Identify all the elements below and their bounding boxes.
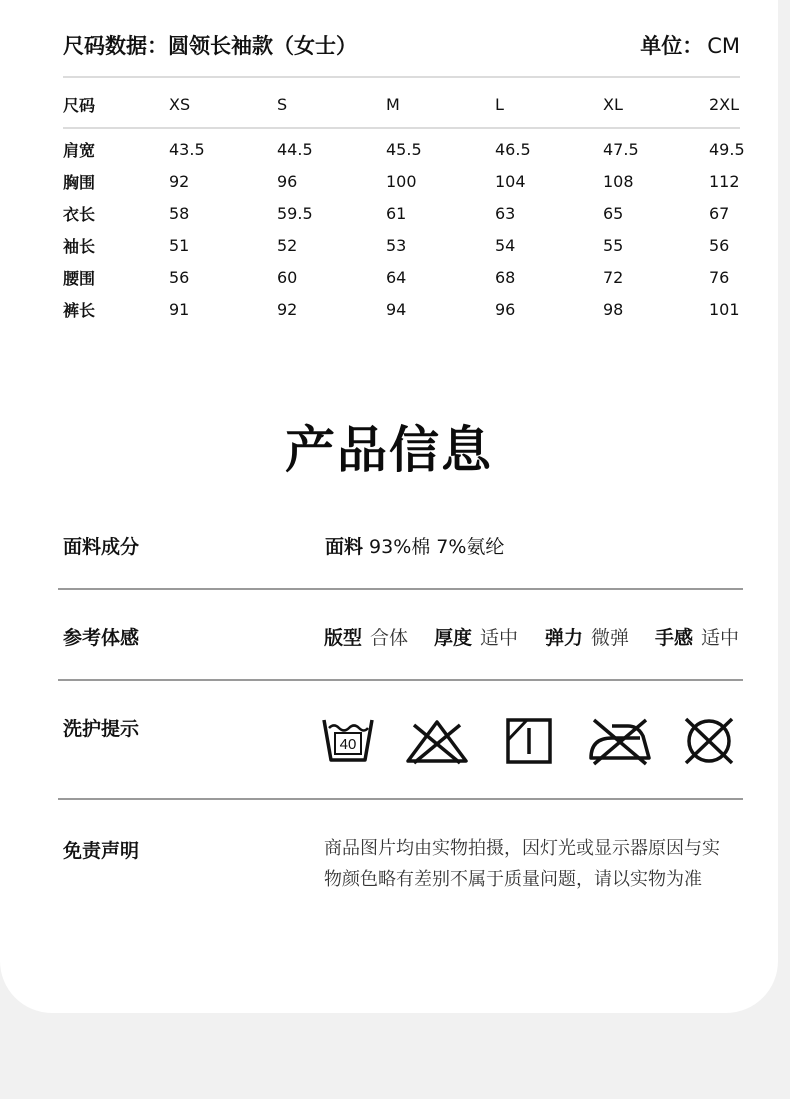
size-cell: 52 bbox=[277, 235, 298, 255]
size-cell: 47.5 bbox=[603, 139, 639, 159]
feel-value: 适中 bbox=[480, 627, 519, 649]
size-cell: 100 bbox=[386, 171, 417, 191]
divider bbox=[58, 588, 743, 590]
size-cell: 94 bbox=[386, 299, 407, 319]
measurement-name: 胸围 bbox=[63, 172, 96, 192]
feel-item-thickness bbox=[434, 623, 518, 650]
size-cell: 59.5 bbox=[277, 203, 313, 223]
size-cell: 104 bbox=[495, 171, 526, 191]
divider bbox=[58, 798, 743, 800]
feel-key: 厚度 bbox=[434, 627, 473, 649]
size-cell: 51 bbox=[169, 235, 190, 255]
size-cell: 91 bbox=[169, 299, 190, 319]
size-cell: 108 bbox=[603, 171, 634, 191]
size-cell: 96 bbox=[277, 171, 298, 191]
size-cell: 58 bbox=[169, 203, 190, 223]
fabric-value: 93%棉 7%氨纶 bbox=[369, 536, 505, 558]
size-header-cell: L bbox=[495, 94, 504, 114]
size-table-row bbox=[63, 133, 753, 165]
measurement-name: 裤长 bbox=[63, 300, 96, 320]
measurement-name: 衣长 bbox=[63, 204, 96, 224]
feel-item-elasticity bbox=[545, 623, 629, 650]
feel-key: 手感 bbox=[655, 627, 694, 649]
size-cell: 92 bbox=[277, 299, 298, 319]
no-bleach-icon bbox=[404, 716, 470, 766]
feel-value: 适中 bbox=[701, 627, 740, 649]
size-cell: 68 bbox=[495, 267, 516, 287]
unit-label: 单位： bbox=[640, 34, 704, 58]
disclaimer-line: 物颜色略有差别不属于质量问题，请以实物为准 bbox=[324, 869, 702, 890]
size-cell: 60 bbox=[277, 267, 298, 287]
size-table-row bbox=[63, 197, 753, 229]
size-cell: 67 bbox=[709, 203, 730, 223]
size-cell: 55 bbox=[603, 235, 624, 255]
size-cell: 54 bbox=[495, 235, 516, 255]
size-cell: 45.5 bbox=[386, 139, 422, 159]
size-table bbox=[63, 87, 753, 325]
size-table-row bbox=[63, 293, 753, 325]
wash-temperature: 40 bbox=[339, 736, 357, 753]
feel-item-handfeel bbox=[655, 623, 739, 650]
size-cell: 72 bbox=[603, 267, 624, 287]
size-header-cell: XS bbox=[169, 94, 191, 114]
feel-value: 微弹 bbox=[591, 627, 630, 649]
size-cell: 56 bbox=[709, 235, 730, 255]
measurement-name: 袖长 bbox=[63, 236, 96, 256]
size-cell: 92 bbox=[169, 171, 190, 191]
feel-key: 弹力 bbox=[545, 627, 584, 649]
feel-item-fit bbox=[324, 623, 408, 650]
disclaimer-label: 免责声明 bbox=[63, 840, 140, 862]
fabric-composition bbox=[325, 532, 504, 559]
size-chart-title: 尺码数据：圆领长袖款（女士） bbox=[63, 34, 357, 58]
line-dry-icon bbox=[505, 716, 553, 766]
care-label: 洗护提示 bbox=[63, 718, 140, 740]
size-header-cell: 2XL bbox=[709, 94, 740, 114]
size-cell: 63 bbox=[495, 203, 516, 223]
wash-40-icon bbox=[320, 716, 376, 766]
fabric-key: 面料 bbox=[325, 536, 364, 558]
size-cell: 53 bbox=[386, 235, 407, 255]
size-header-cell: S bbox=[277, 94, 288, 114]
no-iron-icon bbox=[588, 716, 652, 766]
disclaimer-line: 商品图片均由实物拍摄，因灯光或显示器原因与实 bbox=[324, 838, 720, 859]
divider bbox=[58, 679, 743, 681]
feel-value: 合体 bbox=[370, 627, 409, 649]
size-cell: 101 bbox=[709, 299, 740, 319]
size-table-row bbox=[63, 261, 753, 293]
size-chart-header bbox=[63, 30, 740, 60]
unit-value: CM bbox=[707, 34, 740, 58]
size-cell: 44.5 bbox=[277, 139, 313, 159]
divider bbox=[63, 76, 740, 78]
measurement-name: 腰围 bbox=[63, 268, 96, 288]
product-info-title: 产品信息 bbox=[285, 421, 493, 479]
size-cell: 98 bbox=[603, 299, 624, 319]
size-cell: 46.5 bbox=[495, 139, 531, 159]
size-cell: 64 bbox=[386, 267, 407, 287]
size-header-cell: 尺码 bbox=[63, 95, 96, 115]
size-table-row bbox=[63, 229, 753, 261]
size-cell: 56 bbox=[169, 267, 190, 287]
size-cell: 76 bbox=[709, 267, 730, 287]
size-table-header-row bbox=[63, 87, 753, 121]
disclaimer-text bbox=[324, 833, 744, 895]
measurement-name: 肩宽 bbox=[63, 140, 96, 160]
size-header-cell: M bbox=[386, 94, 400, 114]
no-dry-clean-icon bbox=[680, 716, 738, 766]
size-cell: 49.5 bbox=[709, 139, 745, 159]
unit-indicator bbox=[640, 30, 740, 60]
size-cell: 112 bbox=[709, 171, 740, 191]
size-cell: 96 bbox=[495, 299, 516, 319]
size-cell: 65 bbox=[603, 203, 624, 223]
size-cell: 61 bbox=[386, 203, 407, 223]
size-header-cell: XL bbox=[603, 94, 623, 114]
feel-key: 版型 bbox=[324, 627, 363, 649]
fabric-label: 面料成分 bbox=[63, 536, 140, 558]
size-cell: 43.5 bbox=[169, 139, 205, 159]
feel-label: 参考体感 bbox=[63, 627, 140, 649]
size-table-row bbox=[63, 165, 753, 197]
